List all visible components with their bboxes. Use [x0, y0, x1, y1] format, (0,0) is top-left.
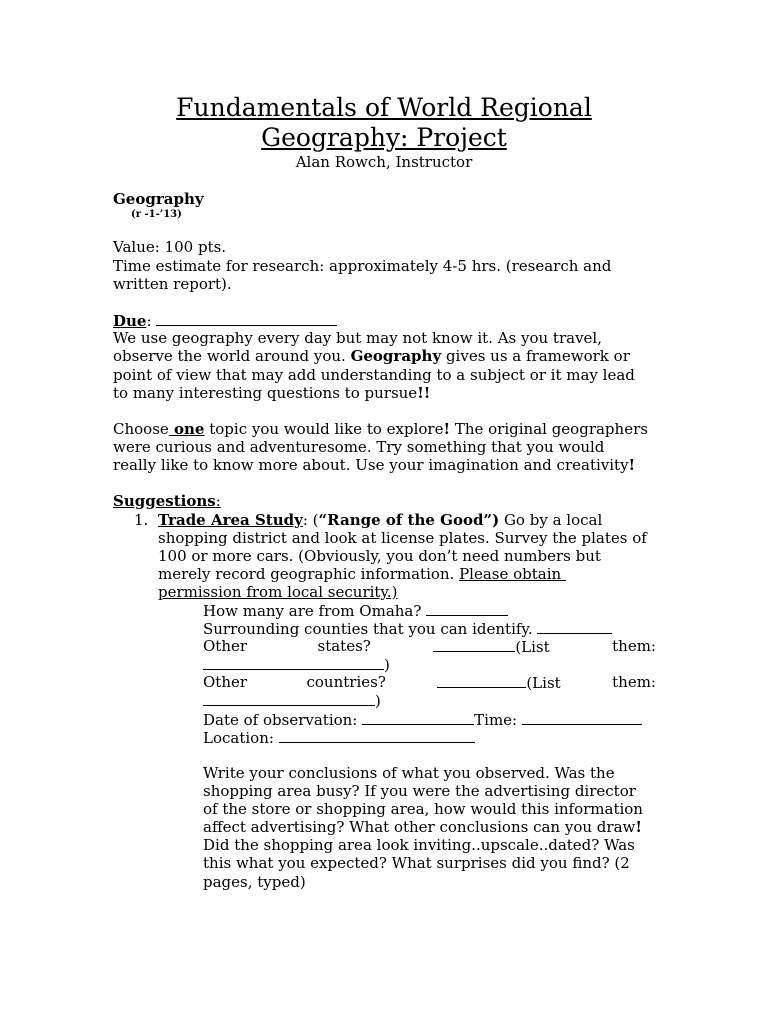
choose-line-1: Choose one topic you would like to explore! The original geographers [113, 420, 648, 438]
item-1-line-1: Trade Area Study: (“Range of the Good”) Go by a local [158, 511, 603, 529]
intro-line-2: observe the world around you. Geography gives us a framework or [113, 347, 630, 365]
due-label: Due [113, 312, 147, 330]
choose-line-3: really like to know more about. Use your imagination and creativity! [113, 456, 636, 474]
title-line-2: Geography: Project [261, 123, 507, 152]
states-blank[interactable] [433, 637, 515, 652]
omaha-blank[interactable] [426, 601, 508, 616]
intro-line-3: point of view that may add understanding to a subject or it may lead [113, 366, 635, 384]
choose-line-2: were curious and adventuresome. Try something that you would [113, 438, 605, 456]
location-blank[interactable] [279, 728, 475, 743]
question-states: Other states? (List them: [203, 637, 656, 656]
item-1-title: Trade Area Study [158, 511, 303, 529]
states-list-blank[interactable] [203, 655, 384, 670]
question-countries: Other countries? (List them: [203, 673, 656, 692]
due-date-blank[interactable] [156, 311, 337, 326]
value-line: Value: 100 pts. [113, 238, 227, 256]
time-estimate-line-1: Time estimate for research: approximately 4-5 hrs. (research and [113, 257, 612, 275]
title-line-1: Fundamentals of World Regional [176, 93, 592, 122]
conclusion-line-1: Write your conclusions of what you observed. Was the [203, 764, 615, 782]
counties-blank[interactable] [537, 619, 612, 634]
due-line [113, 311, 337, 330]
question-date-time: Date of observation: Time: [203, 710, 642, 729]
intro-line-1: We use geography every day but may not know it. As you travel, [113, 329, 602, 347]
item-1-line-4: merely record geographic information. Please obtain [158, 565, 562, 583]
revision-note: (r -1-’13) [131, 209, 182, 220]
countries-list-blank[interactable] [203, 691, 375, 706]
countries-list-line: ) [203, 691, 381, 710]
due-colon: : [146, 312, 152, 330]
conclusion-line-2: shopping area busy? If you were the advertising director [203, 782, 636, 800]
conclusion-line-5: Did the shopping area look inviting..upscale..dated? Was [203, 836, 635, 854]
intro-line-4: to many interesting questions to pursue!! [113, 384, 431, 402]
item-1-line-3: 100 or more cars. (Obviously, you don’t need numbers but [158, 547, 601, 565]
countries-blank[interactable] [437, 673, 526, 688]
item-1-line-5: permission from local security.) [158, 583, 398, 601]
conclusion-line-7: pages, typed) [203, 873, 306, 891]
question-counties: Surrounding counties that you can identify. [203, 619, 612, 638]
suggestions-heading: Suggestions: [113, 492, 221, 510]
question-omaha: How many are from Omaha? [203, 601, 508, 620]
course-heading: Geography [113, 190, 204, 208]
date-blank[interactable] [362, 710, 474, 725]
item-1-line-2: shopping district and look at license plates. Survey the plates of [158, 529, 647, 547]
states-list-line: ) [203, 655, 390, 674]
item-1-number: 1. [134, 511, 149, 529]
time-blank[interactable] [522, 710, 642, 725]
time-estimate-line-2: written report). [113, 275, 232, 293]
instructor-line: Alan Rowch, Instructor [295, 153, 473, 171]
conclusion-line-4: affect advertising? What other conclusions can you draw! [203, 818, 642, 836]
conclusion-line-6: this what you expected? What surprises did you find? (2 [203, 854, 630, 872]
conclusion-line-3: of the store or shopping area, how would this information [203, 800, 643, 818]
question-location: Location: [203, 728, 475, 747]
